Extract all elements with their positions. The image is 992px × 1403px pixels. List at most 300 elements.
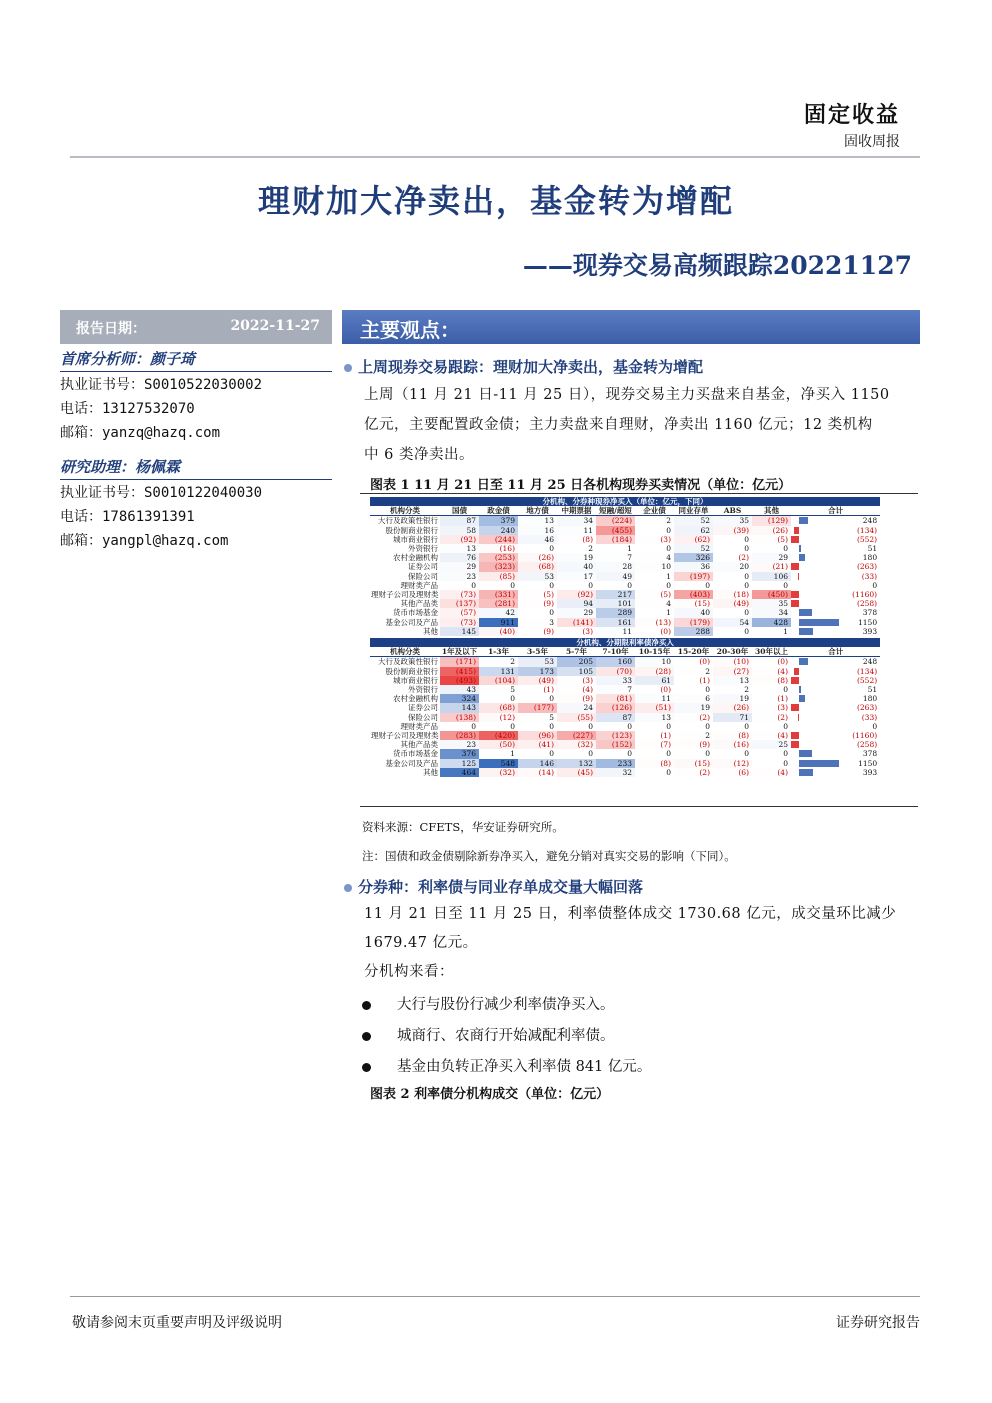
total-bar bbox=[799, 686, 801, 693]
table-cell: 24 bbox=[557, 703, 596, 712]
column-header: 7-10年 bbox=[596, 647, 635, 657]
table-cell: (4) bbox=[557, 685, 596, 694]
table-cell: (92) bbox=[557, 590, 596, 599]
table-by-security-type bbox=[370, 497, 880, 636]
table-row bbox=[370, 618, 880, 627]
table-cell: 0 bbox=[510, 694, 515, 704]
column-header: 1-3年 bbox=[479, 647, 518, 657]
table-cell: (8) bbox=[713, 731, 752, 740]
report-title: 理财加大净卖出，基金转为增配 bbox=[257, 182, 734, 220]
assistant-info bbox=[60, 481, 332, 553]
bullet-icon bbox=[362, 1001, 371, 1010]
total-cell bbox=[791, 731, 880, 740]
table-cell: (403) bbox=[674, 590, 713, 599]
total-bar bbox=[799, 658, 808, 665]
table-cell: (40) bbox=[479, 627, 518, 636]
table-cell: (49) bbox=[518, 676, 557, 685]
table-row bbox=[370, 535, 880, 544]
table-cell: 29 bbox=[557, 608, 596, 617]
table-cell: 17 bbox=[557, 572, 596, 581]
row-label: 大行及政策性银行 bbox=[378, 657, 438, 667]
column-header: 政金债 bbox=[479, 506, 518, 516]
table-cell: 376 bbox=[440, 749, 479, 758]
table-cell: (6) bbox=[713, 768, 752, 777]
total-value: 180 bbox=[862, 553, 878, 563]
table-cell: 34 bbox=[557, 516, 596, 526]
column-header: 15-20年 bbox=[674, 647, 713, 657]
row-label: 大行及政策性银行 bbox=[378, 516, 438, 526]
figure1-bottom-rule bbox=[360, 806, 918, 807]
table-cell: (0) bbox=[777, 657, 788, 667]
table-cell: (16) bbox=[713, 740, 752, 749]
table-cell: (70) bbox=[596, 667, 635, 676]
column-header: 30年以上 bbox=[752, 647, 791, 657]
table-cell: 13 bbox=[635, 713, 674, 722]
table-cell: 0 bbox=[549, 544, 554, 554]
total-bar bbox=[794, 668, 799, 675]
table-cell: 911 bbox=[479, 618, 518, 627]
table-cell: (3) bbox=[752, 703, 791, 712]
row-label: 基金公司及产品 bbox=[385, 758, 438, 768]
table-cell: 87 bbox=[596, 713, 635, 722]
table-cell: 0 bbox=[783, 749, 788, 759]
total-bar bbox=[799, 619, 839, 626]
table-cell: 2 bbox=[479, 657, 518, 667]
table-cell: (123) bbox=[596, 731, 635, 740]
table-cell: 125 bbox=[440, 759, 479, 768]
table-cell: (4) bbox=[752, 768, 791, 777]
table-row bbox=[370, 703, 880, 712]
table-cell: (138) bbox=[440, 713, 479, 722]
table-cell: (7) bbox=[635, 740, 674, 749]
total-bar bbox=[791, 677, 799, 684]
table-cell: (1) bbox=[635, 731, 674, 740]
total-value: (258) bbox=[856, 599, 878, 609]
table-row bbox=[370, 749, 880, 758]
table-cell: 10 bbox=[635, 562, 674, 571]
table-cell: 11 bbox=[635, 694, 674, 703]
table-cell: (171) bbox=[440, 657, 479, 667]
column-header: 3-5年 bbox=[518, 647, 557, 657]
table-cell: 0 bbox=[744, 608, 749, 618]
table-cell: 46 bbox=[518, 535, 557, 544]
table-row bbox=[370, 627, 880, 636]
row-label: 证券公司 bbox=[408, 562, 438, 572]
row-label: 保险公司 bbox=[408, 712, 438, 722]
table-cell: (12) bbox=[713, 759, 752, 768]
table-cell: 32 bbox=[596, 768, 635, 777]
table-row bbox=[370, 572, 880, 581]
table-cell: 54 bbox=[713, 618, 752, 627]
table-cell: (227) bbox=[557, 731, 596, 740]
table-cell: (455) bbox=[596, 526, 635, 535]
total-bar bbox=[799, 760, 839, 767]
table-row bbox=[370, 526, 880, 535]
table-cell: 326 bbox=[674, 553, 713, 562]
total-cell bbox=[791, 657, 880, 667]
row-label: 理财子公司及理财类 bbox=[371, 731, 439, 741]
assistant-email[interactable]: 邮箱：yangpl@hazq.com bbox=[60, 533, 229, 549]
table-cell: 0 bbox=[705, 721, 710, 731]
table-row bbox=[370, 768, 880, 777]
table-cell: 464 bbox=[440, 768, 479, 777]
total-cell bbox=[791, 544, 880, 553]
table-cell: 146 bbox=[518, 759, 557, 768]
report-date-label: 报告日期： bbox=[76, 321, 146, 337]
total-bar bbox=[798, 573, 799, 580]
table-cell: (2) bbox=[713, 553, 752, 562]
table-cell: 5 bbox=[518, 713, 557, 722]
report-type: 固收周报 bbox=[844, 134, 900, 150]
total-value: (33) bbox=[861, 571, 878, 581]
table-cell: 0 bbox=[471, 580, 476, 590]
row-label: 其他产品类 bbox=[400, 599, 438, 609]
table-cell: (2) bbox=[674, 713, 713, 722]
table-cell: 94 bbox=[557, 599, 596, 608]
table-cell: (420) bbox=[479, 731, 518, 740]
table-cell: 324 bbox=[440, 694, 479, 703]
table-cell: (2) bbox=[674, 768, 713, 777]
table-cell: 2 bbox=[713, 685, 752, 694]
table-cell: 71 bbox=[713, 713, 752, 722]
table-cell: 13 bbox=[518, 516, 557, 526]
table-cell: 0 bbox=[549, 721, 554, 731]
analyst-email[interactable]: 邮箱：yanzq@hazq.com bbox=[60, 425, 221, 441]
footnote: 注：国债和政金债剔除新券净买入，避免分销对真实交易的影响（下同）。 bbox=[362, 849, 736, 863]
paragraph-line: 11 月 21 日至 11 月 25 日，利率债整体成交 1730.68 亿元，成交量环比减少 bbox=[364, 906, 897, 922]
table-title: 分机构、分券种现券净买入（单位：亿元，下同） bbox=[370, 497, 880, 506]
column-header: 中期票据 bbox=[557, 506, 596, 516]
table-cell: (8) bbox=[557, 535, 596, 544]
assistant-divider bbox=[60, 479, 332, 480]
table-row bbox=[370, 516, 880, 526]
table-cell: 0 bbox=[588, 721, 593, 731]
column-header: 国债 bbox=[440, 506, 479, 516]
paragraph-line: 亿元，主要配置政金债；主力卖盘来自理财，净卖出 1160 亿元；12 类机构 bbox=[364, 417, 873, 433]
table-cell: 3 bbox=[518, 618, 557, 627]
table-cell: 35 bbox=[713, 516, 752, 526]
table-cell: 288 bbox=[674, 627, 713, 636]
table-cell: (493) bbox=[440, 676, 479, 685]
table-cell: (5) bbox=[518, 590, 557, 599]
section-by-type bbox=[344, 876, 643, 897]
table-cell: 0 bbox=[549, 694, 554, 704]
total-cell bbox=[791, 667, 880, 676]
table-cell: (21) bbox=[752, 562, 791, 571]
total-cell bbox=[791, 713, 880, 722]
report-date-bar bbox=[60, 310, 332, 344]
table-cell: 0 bbox=[588, 580, 593, 590]
table-cell: (73) bbox=[440, 590, 479, 599]
assistant-phone: 电话：17861391391 bbox=[60, 509, 195, 525]
total-bar bbox=[799, 517, 808, 524]
table-cell: 23 bbox=[440, 572, 479, 581]
table-cell: 0 bbox=[627, 749, 632, 759]
table-cell: 29 bbox=[440, 562, 479, 571]
table-cell: (8) bbox=[635, 759, 674, 768]
total-cell bbox=[791, 590, 880, 599]
column-header: ABS bbox=[713, 506, 752, 516]
table-cell: (152) bbox=[596, 740, 635, 749]
row-label: 证券公司 bbox=[408, 703, 438, 713]
column-header: 地方债 bbox=[518, 506, 557, 516]
footer-disclaimer[interactable]: 敬请参阅末页重要声明及评级说明 bbox=[72, 1315, 282, 1331]
table-cell: 52 bbox=[674, 516, 713, 526]
key-points-banner bbox=[342, 310, 920, 344]
paragraph-line: 中 6 类净卖出。 bbox=[364, 447, 474, 463]
table-cell: 35 bbox=[752, 599, 791, 608]
table-cell: 0 bbox=[666, 767, 671, 777]
table-cell: 0 bbox=[783, 580, 788, 590]
table-cell: (85) bbox=[479, 572, 518, 581]
total-value: 393 bbox=[862, 626, 878, 636]
table-cell: (2) bbox=[752, 713, 791, 722]
row-label: 城市商业银行 bbox=[393, 675, 438, 685]
table-cell: (51) bbox=[635, 703, 674, 712]
total-value: (263) bbox=[856, 562, 878, 572]
table-cell: 105 bbox=[557, 667, 596, 676]
table-cell: 36 bbox=[674, 562, 713, 571]
total-value: (134) bbox=[856, 666, 878, 676]
column-header: 机构分类 bbox=[370, 647, 440, 657]
row-label: 理财类产品 bbox=[400, 580, 438, 590]
figure1-rule bbox=[360, 493, 918, 494]
table-cell: 0 bbox=[666, 580, 671, 590]
total-bar bbox=[799, 750, 812, 757]
total-cell bbox=[791, 618, 880, 627]
table-cell: 0 bbox=[471, 721, 476, 731]
table-cell: 101 bbox=[596, 599, 635, 608]
paragraph-line: 1679.47 亿元。 bbox=[364, 935, 478, 951]
table-cell: (4) bbox=[752, 667, 791, 676]
paragraph-line: 分机构来看： bbox=[364, 964, 454, 980]
table-cell: 289 bbox=[596, 608, 635, 617]
row-label: 外资银行 bbox=[408, 544, 438, 554]
table-title-row bbox=[370, 497, 880, 506]
table-row bbox=[370, 740, 880, 749]
section-weekly-tracking bbox=[344, 356, 703, 377]
table-cell: (253) bbox=[479, 553, 518, 562]
total-value: (258) bbox=[856, 740, 878, 750]
bullet-dot-icon bbox=[344, 884, 352, 892]
total-cell bbox=[791, 749, 880, 758]
figure1-tables bbox=[370, 497, 880, 777]
report-date-value: 2022-11-27 bbox=[230, 318, 320, 334]
table-cell: (18) bbox=[713, 590, 752, 599]
total-cell bbox=[791, 581, 880, 590]
total-cell bbox=[791, 676, 880, 685]
figure2-caption: 图表 2 利率债分机构成交（单位：亿元） bbox=[370, 1087, 610, 1102]
table-cell: 6 bbox=[674, 694, 713, 703]
table-cell: 43 bbox=[440, 685, 479, 694]
total-bar bbox=[791, 591, 799, 598]
table-row bbox=[370, 731, 880, 740]
table-cell: 0 bbox=[705, 580, 710, 590]
table-cell: (129) bbox=[752, 516, 791, 526]
column-header: 短融/超短 bbox=[596, 506, 635, 516]
total-value: (1160) bbox=[852, 590, 878, 600]
row-label: 货币市场基金 bbox=[393, 608, 438, 618]
total-value: 378 bbox=[862, 749, 878, 759]
total-cell bbox=[791, 694, 880, 703]
row-label: 基金公司及产品 bbox=[385, 617, 438, 627]
table-cell: 2 bbox=[635, 516, 674, 526]
table-row bbox=[370, 676, 880, 685]
table-cell: (9) bbox=[518, 627, 557, 636]
table-by-maturity bbox=[370, 638, 880, 777]
table-cell: (14) bbox=[518, 768, 557, 777]
table-header-row bbox=[370, 647, 880, 657]
table-cell: 0 bbox=[783, 721, 788, 731]
table-cell: (10) bbox=[713, 657, 752, 667]
table-cell: 233 bbox=[596, 759, 635, 768]
table-cell: (331) bbox=[479, 590, 518, 599]
table-row bbox=[370, 599, 880, 608]
total-cell bbox=[791, 759, 880, 768]
table-cell: (450) bbox=[752, 590, 791, 599]
total-cell bbox=[791, 516, 880, 526]
table-cell: 40 bbox=[557, 562, 596, 571]
table-cell: (1) bbox=[518, 685, 557, 694]
table-cell: (3) bbox=[557, 676, 596, 685]
table-cell: 7 bbox=[596, 685, 635, 694]
table-cell: (177) bbox=[518, 703, 557, 712]
total-cell bbox=[791, 768, 880, 777]
table-cell: 1 bbox=[596, 544, 635, 553]
total-value: (552) bbox=[856, 675, 878, 685]
analyst-title: 首席分析师：颜子琦 bbox=[60, 350, 196, 368]
row-label: 保险公司 bbox=[408, 571, 438, 581]
table-cell: (39) bbox=[713, 526, 752, 535]
table-title: 分机构、分期限利率债净买入 bbox=[370, 638, 880, 647]
table-cell: (184) bbox=[596, 535, 635, 544]
table-cell: 19 bbox=[674, 703, 713, 712]
bullet-dot-icon bbox=[344, 364, 352, 372]
total-value: (33) bbox=[861, 712, 878, 722]
total-bar bbox=[791, 563, 799, 570]
table-cell: (27) bbox=[713, 667, 752, 676]
table-cell: 61 bbox=[635, 676, 674, 685]
table-cell: 11 bbox=[596, 627, 635, 636]
table-cell: 0 bbox=[549, 608, 554, 618]
table-cell: (92) bbox=[440, 535, 479, 544]
table-cell: 87 bbox=[440, 516, 479, 526]
table-cell: 13 bbox=[713, 676, 752, 685]
table-cell: 49 bbox=[596, 572, 635, 581]
table-cell: (16) bbox=[479, 544, 518, 553]
table-cell: 4 bbox=[635, 599, 674, 608]
table-row bbox=[370, 722, 880, 731]
key-points-label: 主要观点： bbox=[360, 318, 460, 342]
total-bar bbox=[799, 545, 801, 552]
table-cell: (281) bbox=[479, 599, 518, 608]
table-cell: 20 bbox=[713, 562, 752, 571]
table-cell: 0 bbox=[666, 525, 671, 535]
table-cell: 143 bbox=[440, 703, 479, 712]
table-cell: 42 bbox=[479, 608, 518, 617]
table-cell: 0 bbox=[549, 749, 554, 759]
total-cell bbox=[791, 608, 880, 617]
table-cell: (3) bbox=[635, 535, 674, 544]
table-cell: 1 bbox=[479, 749, 518, 758]
total-value: 180 bbox=[862, 694, 878, 704]
total-cell bbox=[791, 740, 880, 749]
total-value: 248 bbox=[862, 516, 878, 526]
table-cell: (15) bbox=[674, 599, 713, 608]
analyst-phone: 电话：13127532070 bbox=[60, 401, 195, 417]
row-label: 外资银行 bbox=[408, 685, 438, 695]
table-row bbox=[370, 685, 880, 694]
table-cell: (0) bbox=[660, 626, 671, 636]
total-cell bbox=[791, 722, 880, 731]
table-cell: (1) bbox=[674, 676, 713, 685]
table-cell: 240 bbox=[479, 526, 518, 535]
column-header: 10-15年 bbox=[635, 647, 674, 657]
table-cell: 132 bbox=[557, 759, 596, 768]
column-header: 合计 bbox=[791, 647, 880, 657]
table-cell: 5 bbox=[479, 685, 518, 694]
table-cell: 0 bbox=[783, 758, 788, 768]
table-cell: 0 bbox=[549, 580, 554, 590]
table-cell: (9) bbox=[557, 694, 596, 703]
table-cell: (0) bbox=[699, 657, 710, 667]
total-cell bbox=[791, 627, 880, 636]
row-label: 货币市场基金 bbox=[393, 749, 438, 759]
table-cell: 0 bbox=[744, 571, 749, 581]
table-cell: 40 bbox=[674, 608, 713, 617]
total-bar bbox=[798, 714, 799, 721]
table-row bbox=[370, 608, 880, 617]
total-value: 51 bbox=[867, 685, 878, 695]
table-cell: (55) bbox=[557, 713, 596, 722]
table-cell: (26) bbox=[713, 703, 752, 712]
table-cell: 29 bbox=[752, 553, 791, 562]
table-cell: (244) bbox=[479, 535, 518, 544]
table-cell: (57) bbox=[440, 608, 479, 617]
table-cell: (141) bbox=[557, 618, 596, 627]
table-cell: 0 bbox=[783, 685, 788, 695]
table-cell: 7 bbox=[596, 553, 635, 562]
section-by-type-title: 分券种：利率债与同业存单成交量大幅回落 bbox=[358, 878, 644, 896]
table-cell: (283) bbox=[440, 731, 479, 740]
total-cell bbox=[791, 526, 880, 535]
table-cell: (32) bbox=[479, 768, 518, 777]
total-bar bbox=[794, 527, 799, 534]
table-cell: (62) bbox=[674, 535, 713, 544]
table-cell: 13 bbox=[440, 544, 479, 553]
total-value: 1150 bbox=[858, 617, 878, 627]
total-value: 1150 bbox=[858, 758, 878, 768]
table-cell: (126) bbox=[596, 703, 635, 712]
table-cell: 1 bbox=[635, 572, 674, 581]
table-cell: 0 bbox=[744, 580, 749, 590]
row-label: 股份制商业银行 bbox=[385, 666, 438, 676]
table-cell: 0 bbox=[744, 721, 749, 731]
table-cell: (224) bbox=[596, 516, 635, 526]
table-cell: 1 bbox=[752, 627, 791, 636]
table-cell: 0 bbox=[666, 544, 671, 554]
bullet-item bbox=[362, 993, 615, 1014]
table-cell: 0 bbox=[666, 749, 671, 759]
report-subtitle: ——现券交易高频跟踪20221127 bbox=[522, 251, 912, 280]
table-cell: 58 bbox=[440, 526, 479, 535]
table-cell: (415) bbox=[440, 667, 479, 676]
table-cell: (8) bbox=[752, 676, 791, 685]
total-cell bbox=[791, 599, 880, 608]
table-cell: (1) bbox=[752, 694, 791, 703]
table-cell: 34 bbox=[752, 608, 791, 617]
total-bar bbox=[799, 554, 805, 561]
